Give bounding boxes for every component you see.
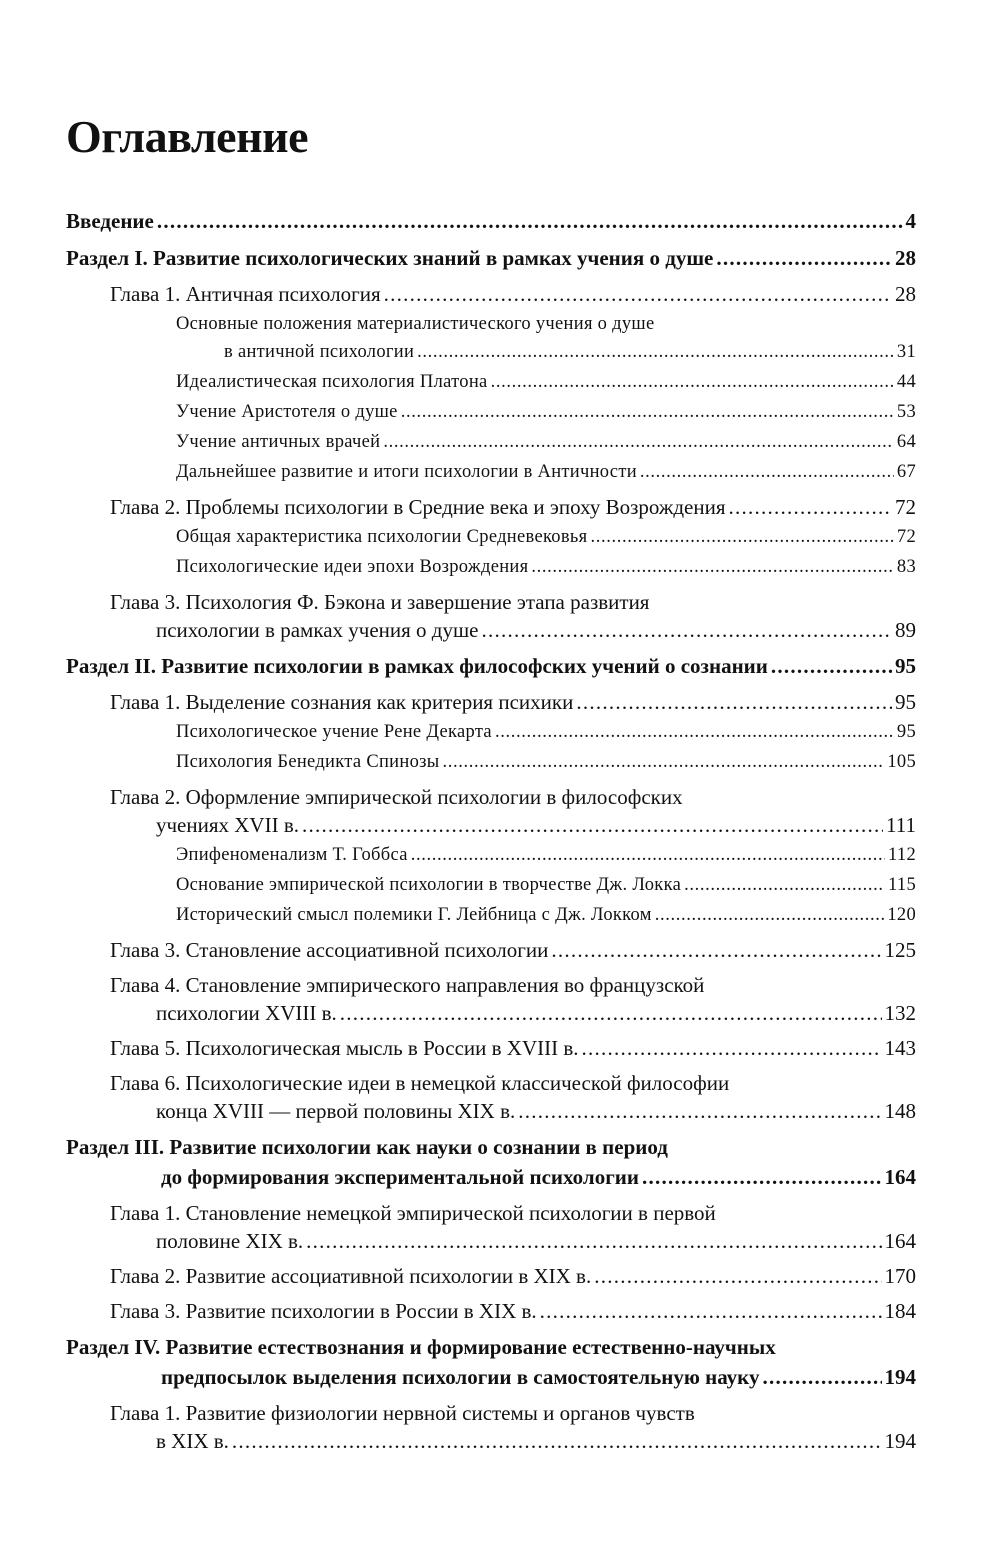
toc-entry-title: Глава 2. Развитие ассоциативной психологии в XIX в. (110, 1264, 592, 1288)
toc-entry-title: Эпифеноменализм Т. Гоббса (176, 845, 408, 865)
toc-page-number: 72 (895, 495, 916, 519)
toc-chapter[interactable] (66, 1297, 916, 1325)
toc-chapter[interactable] (66, 1262, 916, 1290)
toc-page-number: 64 (896, 432, 916, 452)
toc-entry-title: учениях XVII в. (156, 813, 300, 837)
toc-section[interactable] (66, 206, 916, 236)
toc-page-number: 95 (895, 690, 916, 714)
toc-entry-title-line: Раздел IV. Развитие естествознания и формирование естественно-научных (66, 1335, 776, 1359)
toc-entry-title-line: Глава 2. Оформление эмпирической психологии в философских (110, 785, 683, 809)
toc-page-number: 53 (896, 402, 916, 422)
toc-page-number: 184 (884, 1299, 916, 1323)
dot-leader (684, 871, 885, 899)
dot-leader (383, 428, 894, 456)
dot-leader (642, 1162, 882, 1192)
toc-entry-title: Глава 2. Проблемы психологии в Средние века и эпоху Возрождения (110, 495, 726, 519)
toc-subsection[interactable] (66, 841, 916, 869)
toc-entry-title: Общая характеристика психологии Средневековья (176, 527, 588, 547)
table-of-contents (66, 206, 916, 1455)
toc-chapter[interactable] (66, 1399, 916, 1455)
toc-chapter[interactable] (66, 783, 916, 839)
dot-leader (401, 398, 894, 426)
toc-entry-title: Раздел II. Развитие психологии в рамках философских учений о сознании (66, 654, 768, 678)
toc-chapter[interactable] (66, 936, 916, 964)
toc-entry-title: Психологическое учение Рене Декарта (176, 722, 492, 742)
toc-page-number: 28 (895, 282, 916, 306)
page-title: Оглавление (66, 111, 309, 162)
toc-subsection[interactable] (66, 901, 916, 929)
toc-chapter[interactable] (66, 493, 916, 521)
toc-entry-title: Глава 1. Античная психология (110, 282, 381, 306)
toc-chapter[interactable] (66, 688, 916, 716)
toc-entry-title: Учение Аристотеля о душе (176, 402, 398, 422)
toc-entry-title: Учение античных врачей (176, 432, 381, 452)
toc-entry-title: в XIX в. (156, 1429, 229, 1453)
toc-page-number: 31 (896, 342, 916, 362)
toc-page-number: 194 (884, 1365, 916, 1389)
toc-entry-title: Основание эмпирической психологии в творчестве Дж. Локка (176, 875, 682, 895)
toc-chapter[interactable] (66, 1034, 916, 1062)
dot-leader (340, 999, 882, 1027)
dot-leader (232, 1427, 882, 1455)
dot-leader (640, 458, 894, 486)
toc-page-number: 67 (896, 462, 916, 482)
toc-entry-title: в античной психологии (224, 342, 415, 362)
toc-chapter[interactable] (66, 280, 916, 308)
toc-entry-title-line: Глава 1. Развитие физиологии нервной системы и органов чувств (110, 1401, 695, 1425)
toc-chapter[interactable] (66, 588, 916, 644)
toc-page-number: 164 (884, 1165, 916, 1189)
toc-entry-title: конца XVIII — первой половины XIX в. (156, 1099, 516, 1123)
toc-page-number: 148 (884, 1099, 916, 1123)
toc-entry-title-line: Глава 1. Становление немецкой эмпирической психологии в первой (110, 1201, 716, 1225)
dot-leader (576, 688, 892, 716)
toc-page-number: 44 (896, 372, 916, 392)
toc-page-number: 132 (884, 1001, 916, 1025)
dot-leader (582, 1034, 882, 1062)
toc-entry-title: до формирования экспериментальной психологии (161, 1165, 639, 1189)
toc-chapter[interactable] (66, 1199, 916, 1255)
dot-leader (771, 651, 892, 681)
toc-subsection[interactable] (66, 523, 916, 551)
dot-leader (302, 811, 883, 839)
toc-page-number: 28 (895, 246, 916, 270)
dot-leader (495, 718, 894, 746)
toc-subsection[interactable] (66, 871, 916, 899)
toc-entry-title: психологии в рамках учения о душе (156, 618, 479, 642)
toc-page-number: 194 (884, 1429, 916, 1453)
toc-page-number: 72 (896, 527, 916, 547)
dot-leader (531, 553, 893, 581)
toc-entry-title: половине XIX в. (156, 1229, 304, 1253)
toc-entry-title-line: Основные положения материалистического учения о душе (176, 314, 655, 334)
toc-subsection[interactable] (66, 748, 916, 776)
toc-page-number: 95 (896, 722, 916, 742)
toc-section[interactable] (66, 1332, 916, 1392)
dot-leader (481, 616, 892, 644)
toc-page-number: 105 (887, 752, 916, 772)
toc-entry-title: Исторический смысл полемики Г. Лейбница с Дж. Локком (176, 905, 652, 925)
toc-chapter[interactable] (66, 971, 916, 1027)
dot-leader (590, 523, 893, 551)
toc-entry-title-line: Глава 6. Психологические идеи в немецкой классической философии (110, 1071, 730, 1095)
toc-entry-title-line: Раздел III. Развитие психологии как науки о сознании в период (66, 1135, 668, 1159)
toc-page-number: 125 (884, 938, 916, 962)
dot-leader (551, 936, 881, 964)
toc-subsection[interactable] (66, 553, 916, 581)
dot-leader (594, 1262, 881, 1290)
toc-entry-title: Идеалистическая психология Платона (176, 372, 488, 392)
toc-subsection[interactable] (66, 398, 916, 426)
dot-leader (157, 206, 903, 236)
toc-entry-title: Глава 3. Развитие психологии в России в XIX в. (110, 1299, 537, 1323)
toc-entry-title: предпосылок выделения психологии в самостоятельную науку (161, 1365, 760, 1389)
toc-page-number: 95 (895, 654, 916, 678)
toc-entry-title-line: Глава 3. Психология Ф. Бэкона и завершение этапа развития (110, 590, 650, 614)
toc-page-number: 83 (896, 557, 916, 577)
toc-subsection[interactable] (66, 718, 916, 746)
toc-entry-title: Введение (66, 209, 154, 233)
toc-entry-title: Психология Бенедикта Спинозы (176, 752, 440, 772)
toc-page-number: 170 (884, 1264, 916, 1288)
dot-leader (729, 493, 892, 521)
toc-page-number: 120 (887, 905, 916, 925)
toc-page-number: 4 (905, 209, 916, 233)
toc-page-number: 111 (886, 813, 916, 837)
toc-section[interactable] (66, 243, 916, 273)
toc-subsection[interactable] (66, 368, 916, 396)
toc-chapter[interactable] (66, 1069, 916, 1125)
toc-subsection[interactable] (66, 428, 916, 456)
toc-page-number: 143 (884, 1036, 916, 1060)
toc-entry-title: Дальнейшее развитие и итоги психологии в Античности (176, 462, 637, 482)
toc-page-number: 89 (895, 618, 916, 642)
dot-leader (518, 1097, 881, 1125)
toc-section[interactable] (66, 1132, 916, 1192)
dot-leader (655, 901, 885, 929)
dot-leader (491, 368, 894, 396)
toc-entry-title: Психологические идеи эпохи Возрождения (176, 557, 529, 577)
dot-leader (442, 748, 884, 776)
dot-leader (306, 1227, 881, 1255)
toc-entry-title-line: Глава 4. Становление эмпирического направления во французской (110, 973, 705, 997)
dot-leader (384, 280, 892, 308)
toc-section[interactable] (66, 651, 916, 681)
toc-entry-title: Глава 1. Выделение сознания как критерия психики (110, 690, 574, 714)
toc-entry-title: психологии XVIII в. (156, 1001, 337, 1025)
toc-subsection[interactable] (66, 310, 916, 366)
dot-leader (540, 1297, 882, 1325)
dot-leader (716, 243, 892, 273)
dot-leader (411, 841, 885, 869)
toc-page-number: 164 (884, 1229, 916, 1253)
dot-leader (417, 338, 894, 366)
toc-entry-title: Раздел I. Развитие психологических знаний в рамках учения о душе (66, 246, 714, 270)
toc-page-number: 112 (888, 845, 916, 865)
toc-entry-title: Глава 3. Становление ассоциативной психологии (110, 938, 549, 962)
toc-subsection[interactable] (66, 458, 916, 486)
toc-page-number: 115 (888, 875, 916, 895)
dot-leader (762, 1362, 881, 1392)
toc-entry-title: Глава 5. Психологическая мысль в России в XVIII в. (110, 1036, 579, 1060)
